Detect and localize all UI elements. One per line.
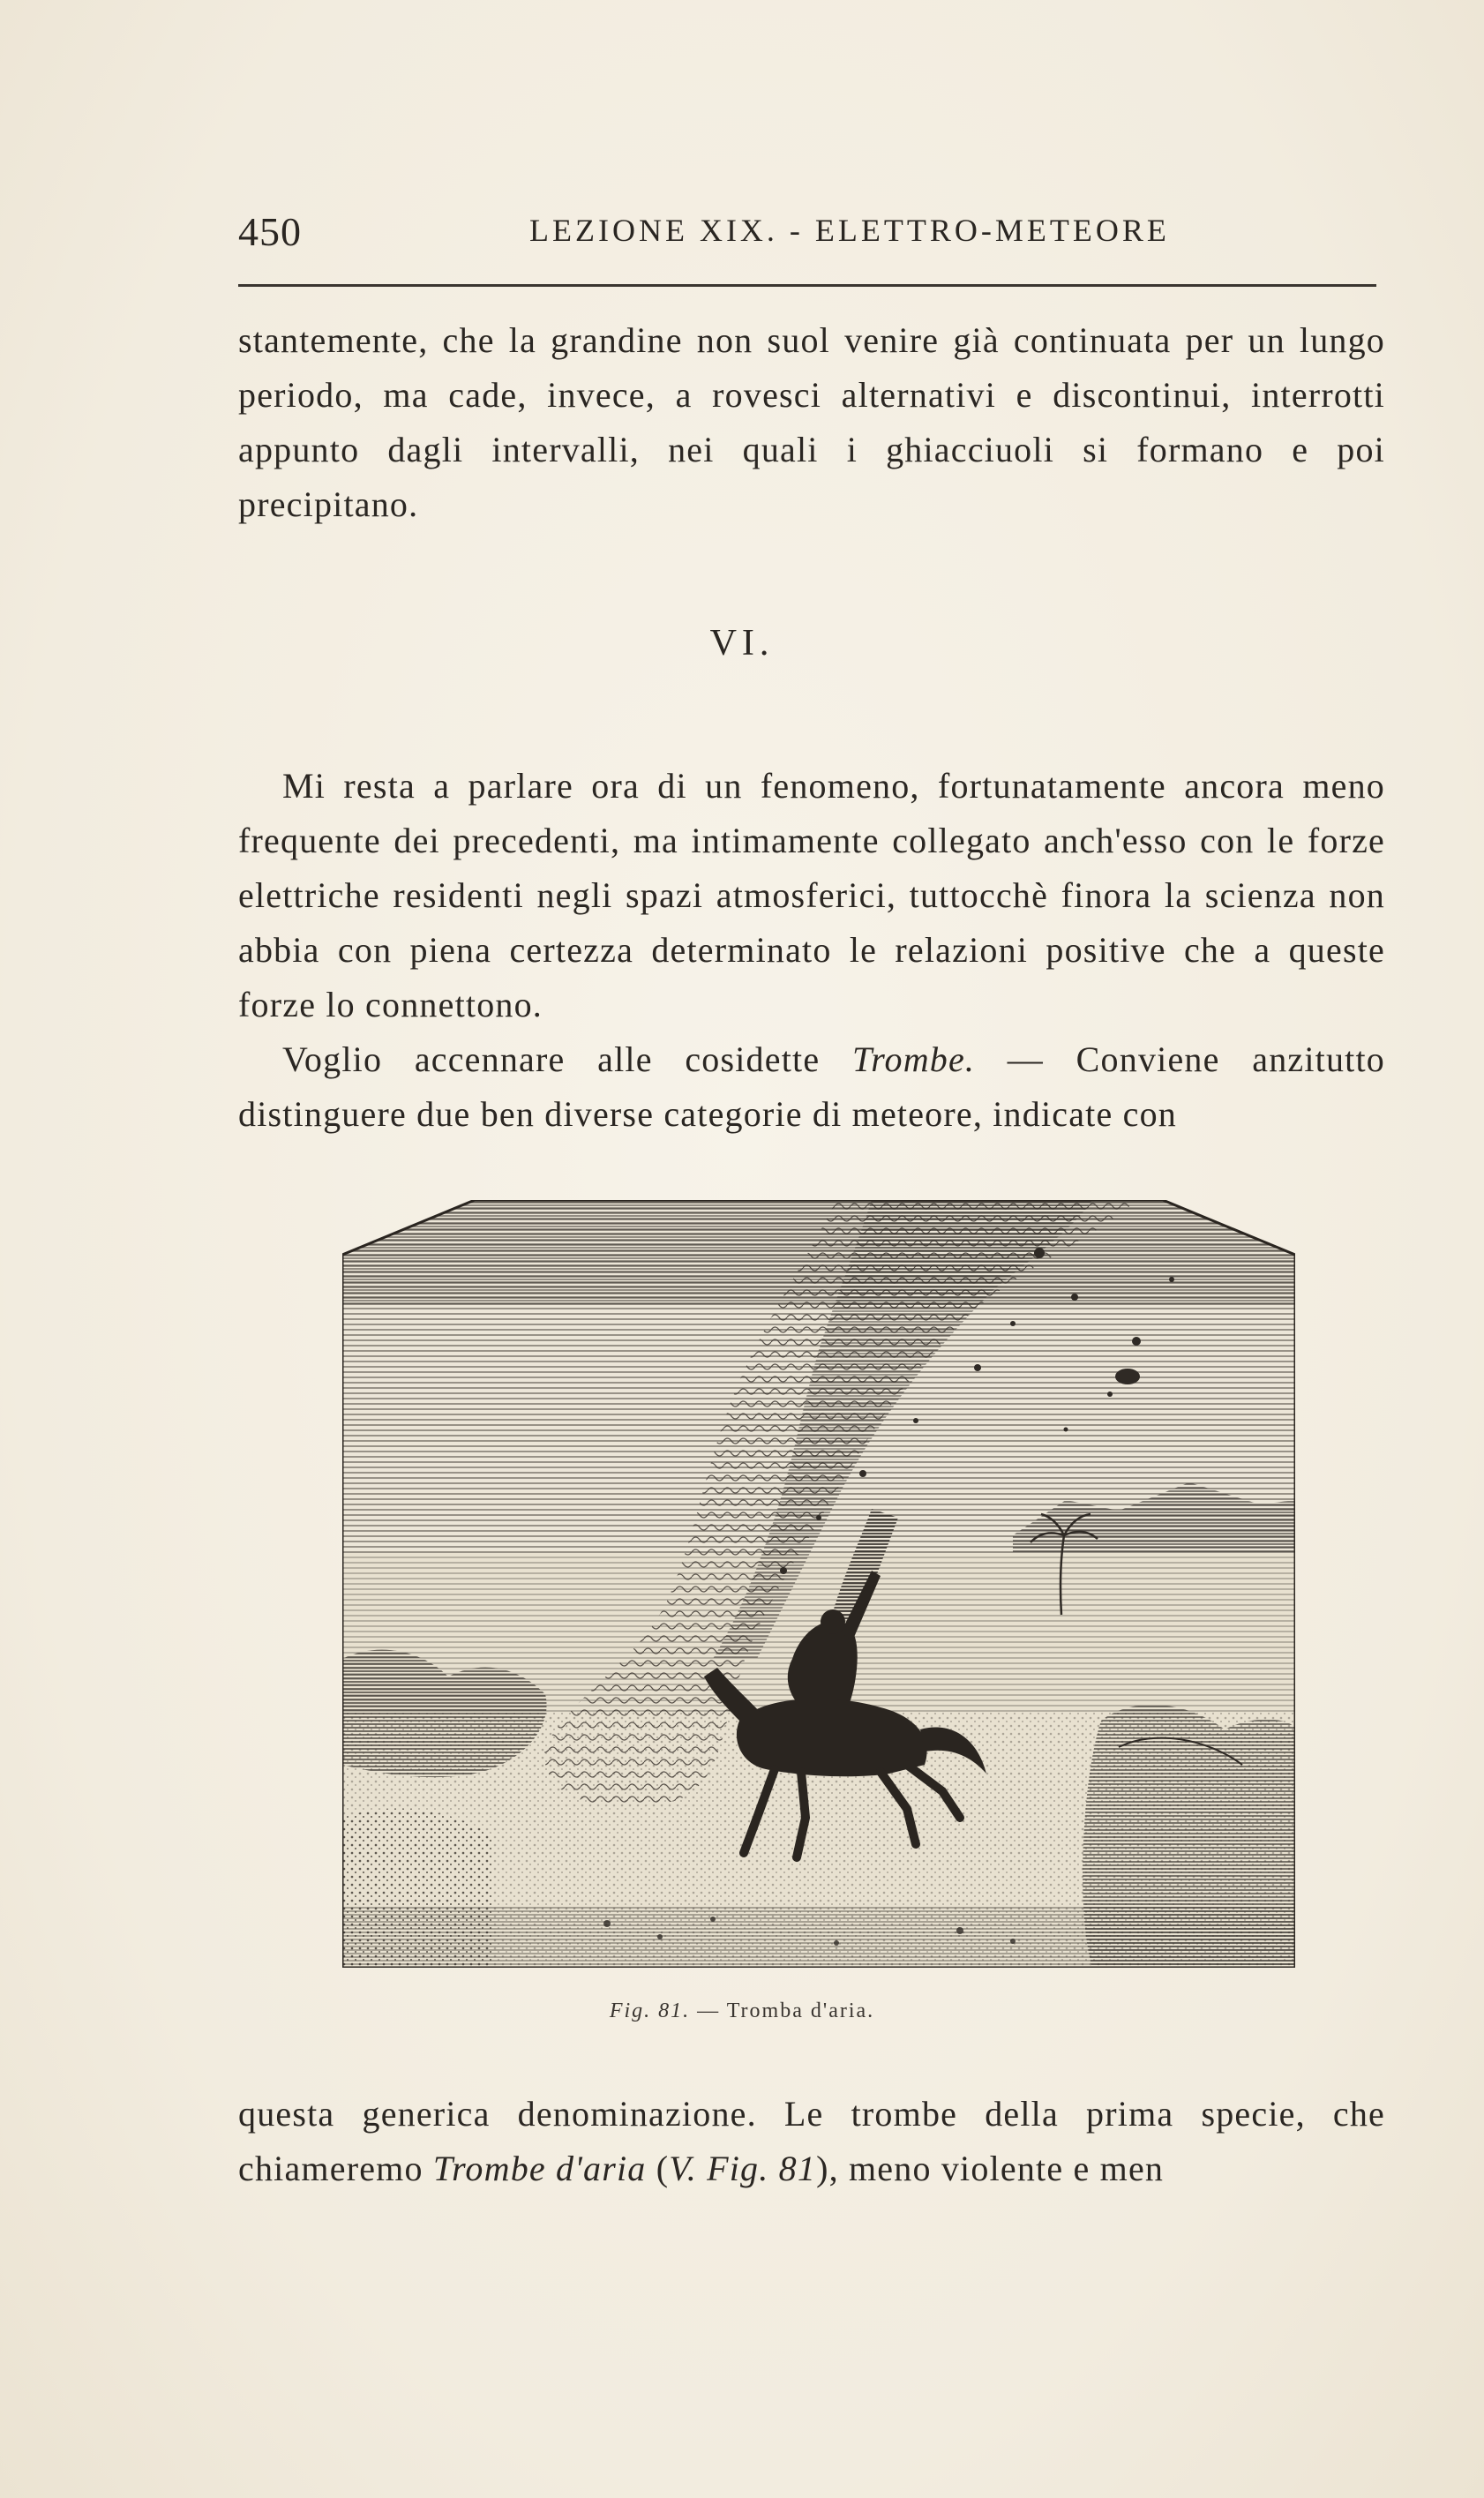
paragraph-4-after: ), meno violente e men: [816, 2149, 1165, 2188]
paragraph-after-figure: [238, 2087, 1385, 2196]
paragraph-3-italic: Trombe.: [851, 1039, 976, 1079]
chapter-title: LEZIONE XIX. - ELETTRO-METEORE: [529, 213, 1170, 248]
paragraph-continuation: [238, 313, 1385, 532]
running-head: [238, 201, 1376, 263]
paragraph-4-before: questa generica denominazione. Le trombe della prima specie, che chiameremo: [238, 2094, 1385, 2188]
figure-caption: [0, 1999, 1484, 2023]
paragraph-4-italic-2: V. Fig. 81: [669, 2149, 817, 2188]
caption-text: Tromba d'aria.: [726, 1999, 875, 2022]
paragraph-block: [238, 759, 1385, 1142]
caption-label: Fig. 81.: [609, 1999, 691, 2022]
header-rule: [238, 284, 1376, 287]
paragraph-3-after: — Conviene anzitutto distinguere due ben diverse categorie di meteore, indicate con: [238, 1039, 1385, 1134]
paragraph-4: [238, 2087, 1385, 2196]
paragraph-1-text: stantemente, che la grandine non suol venire già continuata per un lungo periodo, ma cade, invece, a rovesci alternativi e discontinui, interrotti appunto dagli intervalli, nei quali i ghiacciuoli si formano e poi precipitano.: [238, 320, 1385, 524]
caption-separator: —: [690, 1999, 727, 2022]
paragraph-3: [238, 1032, 1385, 1142]
paragraph-3-before: Voglio accennare alle cosidette: [282, 1039, 852, 1079]
section-heading: VI.: [709, 623, 775, 664]
page-number: 450: [238, 209, 302, 254]
paragraph-2-text: Mi resta a parlare ora di un fenomeno, fortunatamente ancora meno frequente dei precedenti, ma intimamente collegato anch'esso con le forze elettriche residenti negli spazi atmosferici, tuttocchè finora la scienza non abbia con piena certezza determinato le relazioni positive che a queste forze lo connettono.: [238, 766, 1385, 1024]
whirlwind-engraving: [342, 1200, 1295, 1968]
paragraph-4-italic-1: Trombe d'aria: [432, 2149, 647, 2188]
engraving-figure: [342, 1200, 1295, 1968]
paragraph-4-middle: (: [646, 2149, 670, 2188]
